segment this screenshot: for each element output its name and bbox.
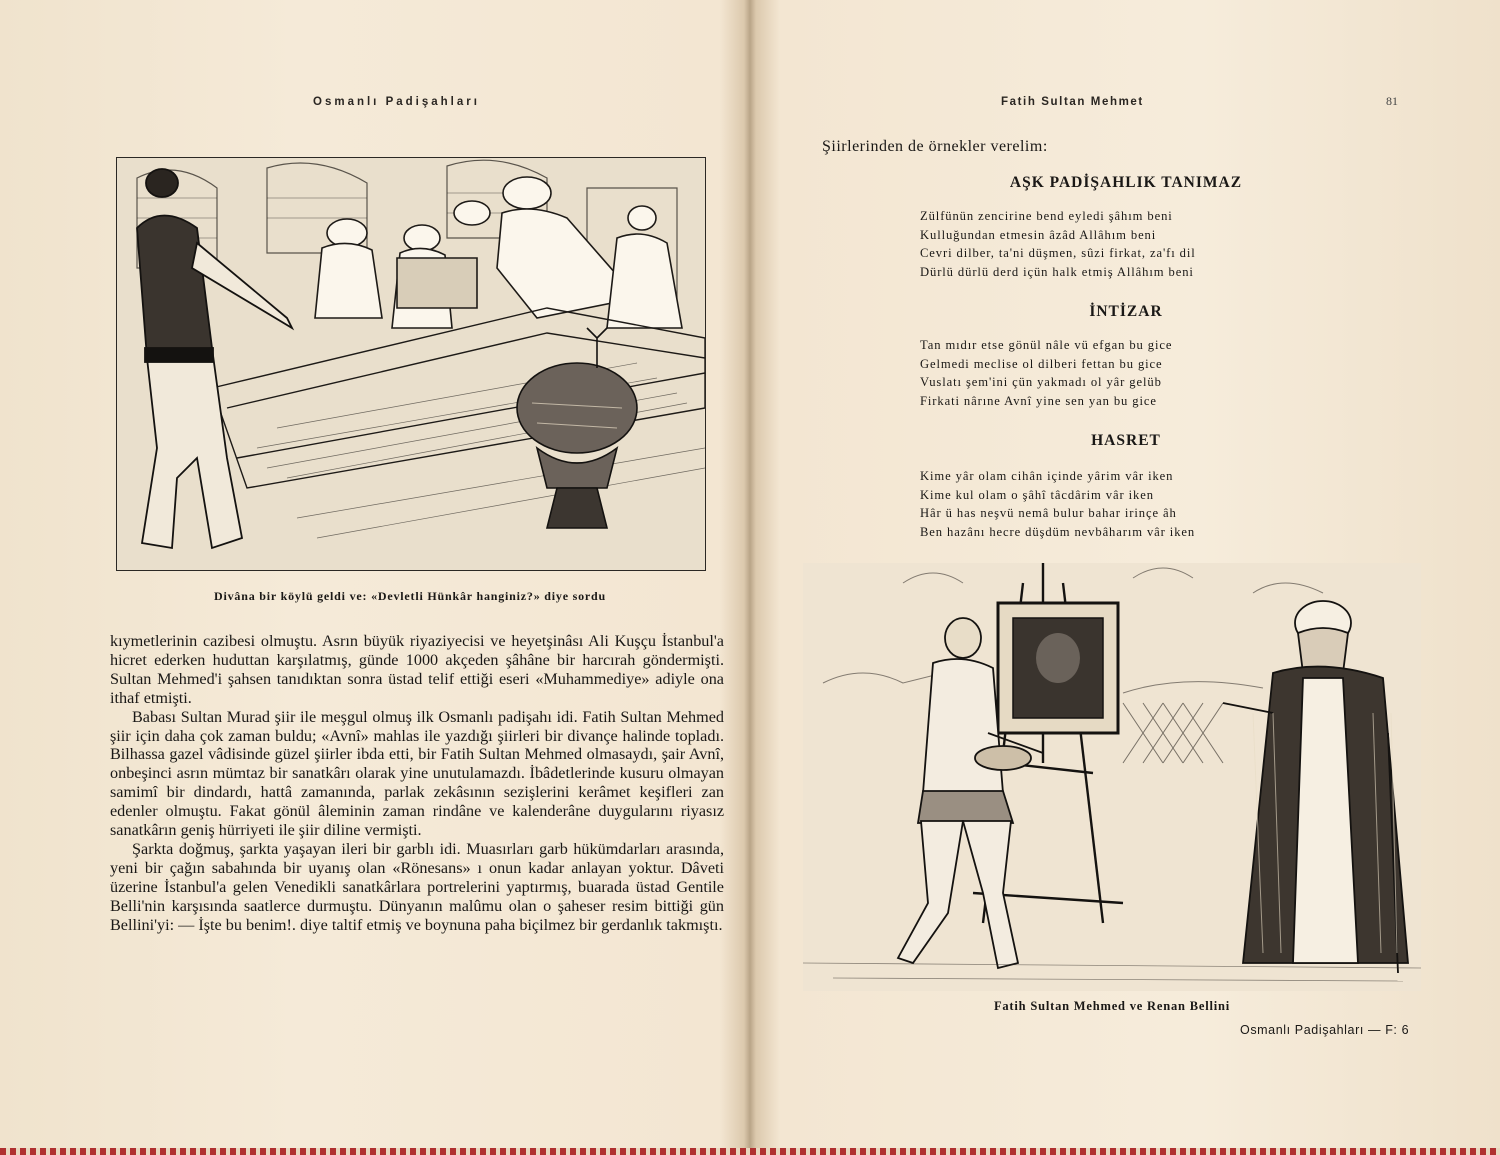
poem-line: Ben hazânı hecre düşdüm nevbâharım vâr iken — [920, 524, 1196, 539]
paragraph-1: kıymetlerinin cazibesi olmuştu. Asrın büyük riyaziyecisi ve heyetşinâsı Ali Kuşçu İstanbul'a hicret ederken huduttan karşılatmış, günde 1000 akçeden şâhâne bir harcırah göndermişti. Sultan Mehmed'i şahsen tanıdıktan sonra üstad telif ettiği eseri «Muhammediye» adiyle ona ithaf etmişti. — [110, 632, 724, 707]
poem-line: Zülfünün zencirine bend eyledi şâhım beni — [920, 209, 1173, 223]
poem-3 — [920, 467, 1280, 541]
divan-illustration — [116, 157, 706, 571]
poem-line: Kime kul olam o şâhî tâcdârim vâr iken — [920, 487, 1154, 502]
running-head-right: Fatih Sultan Mehmet — [1001, 96, 1144, 108]
poem-2 — [920, 336, 1280, 410]
bellini-scene-drawing — [803, 563, 1421, 991]
footer-signature: Osmanlı Padişahları — F: 6 — [1240, 1023, 1410, 1037]
bellini-illustration — [803, 563, 1421, 991]
poem-line: Firkati nârıne Avnî yine sen yan bu gice — [920, 393, 1157, 408]
paragraph-2: Babası Sultan Murad şiir ile meşgul olmuş ilk Osmanlı padişahı idi. Fatih Sultan Mehmed şiir için daha çok zaman buldu; «Avnî» mahlas ile yazdığı şiirleri bir divançe halinde topladı. Bilhassa gazel vâdisinde güzel şiirler ibda etti, bir Fatih Sultan Mehmed olmasaydı, şair Avnî, onbeşinci asrın mümtaz bir sanatkârı olarak yine unutulamazdı. İbâdetlerinde kusuru olmayan samimî bir dindardı, hattâ zamanında, parlak zekâsının sezişlerini kerâmet keşifleri zan edenler olmuştu. Fakat gönül âleminin zaman rindâne ve kalenderâne duygularını riyasız sanatkârın geniş hürriyeti ile şiir diline vermişti. — [110, 707, 724, 840]
poem-line: Dürlü dürlü derd içün halk etmiş Allâhım beni — [920, 264, 1194, 279]
running-head-left: Osmanlı Padişahları — [313, 96, 480, 108]
right-figure-caption: Fatih Sultan Mehmed ve Renan Bellini — [993, 999, 1231, 1013]
poem-1 — [920, 207, 1280, 281]
poems-intro: Şiirlerinden de örnekler verelim: — [822, 138, 1048, 155]
left-figure-caption: Divâna bir köylü geldi ve: «Devletli Hünkâr hanginiz?» diye sordu — [214, 589, 606, 603]
left-page — [0, 0, 748, 1155]
poem-line: Kulluğundan etmesin âzâd Allâhım beni — [920, 227, 1157, 242]
poem-line: Gelmedi meclise ol dilberi fettan bu gice — [920, 356, 1163, 371]
page-number: 81 — [1386, 94, 1398, 108]
paragraph-3: Şarkta doğmuş, şarkta yaşayan ileri bir garblı idi. Muasırları garb hükümdarları arasında, yeni bir çağın sabahında bir uyanış olan «Rönesans» ı onun kadar anlayan yoktur. Dâveti üzerine İstanbul'a gelen Venedikli sanatkârlara portrelerini yaptırmış, buarada üstad Gentile Belli'nin karşısında saatlerce durmuştu. Dünyanın malûmu olan o şaheser resim bittiği gün Bellini'yi: — İşte bu benim!. diye taltif etmiş ve boynuna paha biçilmez bir gerdanlık takmıştı. — [110, 839, 724, 934]
poem-line: Vuslatı şem'ini çün yakmadı ol yâr gelüb — [920, 375, 1162, 389]
poem-title-2: İNTİZAR — [1089, 303, 1163, 320]
poem-line: Cevri dilber, ta'ni düşmen, sûzi firkat, za'fı dil — [920, 246, 1196, 260]
poem-title-1: AŞK PADİŞAHLIK TANIMAZ — [1009, 174, 1243, 191]
poem-title-3: HASRET — [1091, 432, 1161, 449]
poem-line: Hâr ü has neşvü nemâ bulur bahar irinçe âh — [920, 506, 1177, 520]
left-body-text — [110, 632, 724, 935]
divan-scene-drawing — [117, 158, 705, 570]
page-edge-strip — [0, 1148, 1500, 1155]
poem-line: Tan mıdır etse gönül nâle vü efgan bu gice — [920, 338, 1173, 352]
poem-line: Kime yâr olam cihân içinde yârim vâr iken — [920, 469, 1174, 483]
